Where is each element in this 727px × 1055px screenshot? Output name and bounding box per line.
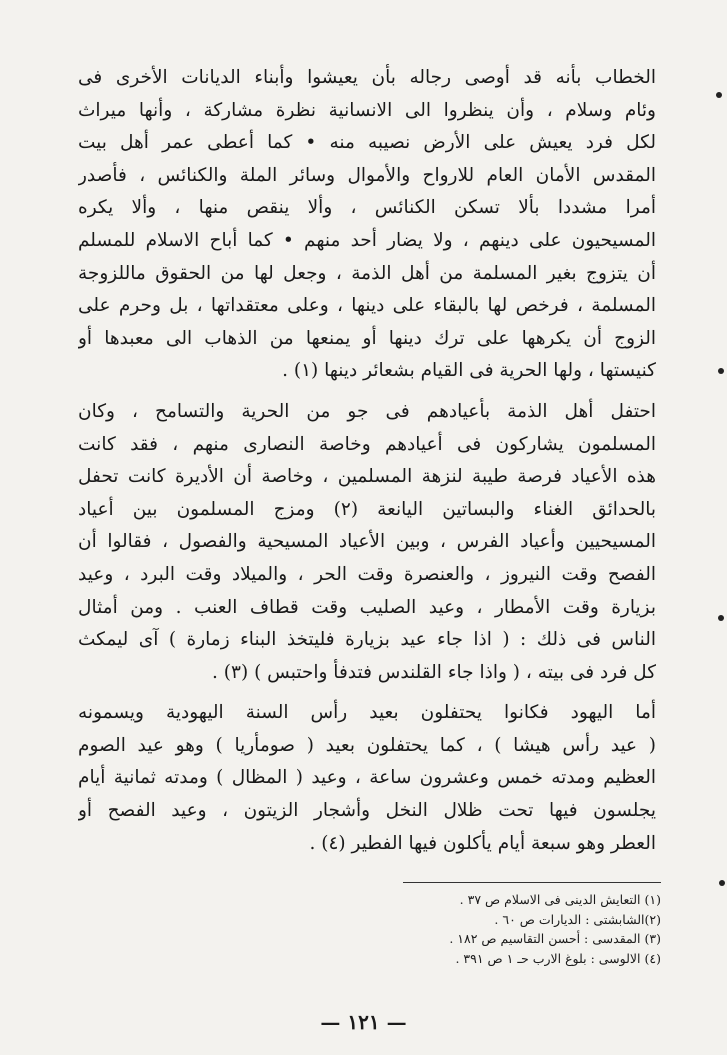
text-line: أمرا مشددا بألا تسكن الكنائس ، وألا ينقص منها ، وألا يكره bbox=[78, 197, 656, 219]
text-line: العطر وهو سبعة أيام يأكلون فيها الفطير (٤) . bbox=[309, 832, 656, 854]
text-line: وئام وسلام ، وأن ينظروا الى الانسانية نظرة مشاركة ، وأنها ميراث bbox=[78, 99, 656, 121]
text-line: المسلمون يشاركون فى أعيادهم وخاصة النصارى منهم ، فقد كانت bbox=[78, 433, 656, 455]
paragraph-1 bbox=[78, 62, 656, 388]
text-line: أن يتزوج بغير المسلمة من أهل الذمة ، وجعل لها من الحقوق ماللزوجة bbox=[78, 262, 656, 284]
paragraph-gap bbox=[78, 388, 656, 396]
text-line: الفصح وقت النيروز ، والعنصرة وقت الحر ، والميلاد وقت البرد ، وعيد bbox=[78, 563, 656, 585]
scan-speck bbox=[719, 880, 725, 886]
footnote: (٣) المقدسى : أحسن التقاسيم ص ١٨٢ . bbox=[449, 931, 661, 946]
text-line: لكل فرد يعيش على الأرض نصيبه منه • كما أعطى عمر أهل بيت bbox=[78, 132, 656, 154]
text-line: المسيحيون على دينهم ، ولا يضار أحد منهم • كما أباح الاسلام للمسلم bbox=[78, 229, 656, 251]
text-line: كنيستها ، ولها الحرية فى القيام بشعائر دينها (١) . bbox=[282, 360, 656, 382]
footnote: (٢)الشابشتى : الديارات ص ٦٠ . bbox=[494, 911, 661, 927]
text-line: بزيارة وقت الأمطار ، وعيد الصليب وقت قطاف العنب . ومن أمثال bbox=[78, 596, 656, 618]
footnote: (٤) الالوسى : بلوغ الارب حـ ١ ص ٣٩١ . bbox=[455, 950, 661, 966]
text-line: الخطاب بأنه قد أوصى رجاله بأن يعيشوا وأبناء الديانات الأخرى فى bbox=[78, 67, 656, 88]
paragraph-2 bbox=[78, 396, 656, 689]
body-text bbox=[78, 62, 656, 860]
text-line: احتفل أهل الذمة بأعيادهم فى جو من الحرية والتسامح ، وكان bbox=[78, 400, 656, 422]
text-line: الناس فى ذلك : ( اذا جاء عيد بزيارة فليتخذ البناء زمارة ) آى ليمكث bbox=[78, 629, 656, 651]
footnotes bbox=[380, 890, 661, 968]
text-line: هذه الأعياد فرصة طيبة لنزهة المسلمين ، وخاصة أن الأديرة كانت تحفل bbox=[78, 466, 656, 488]
scan-speck bbox=[718, 368, 724, 374]
text-line: يجلسون فيها تحت ظلال النخل وأشجار الزيتون ، وعيد الفصح أو bbox=[78, 800, 656, 822]
text-line: العظيم ومدته خمس وعشرون ساعة ، وعيد ( المظال ) ومدته ثمانية أيام bbox=[78, 767, 656, 789]
text-line: ( عيد رأس هيشا ) ، كما يحتفلون بعيد ( صومأريا ) وهو عيد الصوم bbox=[78, 734, 656, 756]
text-line: كل فرد فى بيته ، ( واذا جاء القلندس فتدفأ واحتبس ) (٣) . bbox=[212, 661, 656, 683]
footnote-separator bbox=[403, 882, 661, 883]
text-line: المسلمة ، فرخص لها بالبقاء على دينها ، وعلى معتقداتها ، بل وحرم على bbox=[78, 295, 656, 317]
text-line: بالحدائق الغناء والبساتين اليانعة (٢) ومزج المسلمون بين أعياد bbox=[78, 498, 656, 520]
page-number: — ١٢١ — bbox=[320, 1010, 407, 1034]
footnote: (١) التعايش الدينى فى الاسلام ص ٣٧ . bbox=[459, 892, 661, 907]
scan-speck bbox=[718, 615, 724, 621]
text-line: الزوج أن يكرهها على ترك دينها أو يمنعها من الذهاب الى معبدها أو bbox=[78, 327, 656, 349]
text-line: المقدس الأمان العام للارواح والأموال وسائر الملة والكنائس ، فأصدر bbox=[78, 164, 656, 186]
text-line: المسيحيين وأعياد الفرس ، وبين الأعياد المسيحية والفصول ، فقالوا أن bbox=[78, 531, 656, 553]
paragraph-gap bbox=[78, 689, 656, 697]
text-line: أما اليهود فكانوا يحتفلون بعيد رأس السنة اليهودية ويسمونه bbox=[78, 702, 656, 724]
paragraph-3 bbox=[78, 697, 656, 860]
scan-speck bbox=[716, 92, 722, 98]
